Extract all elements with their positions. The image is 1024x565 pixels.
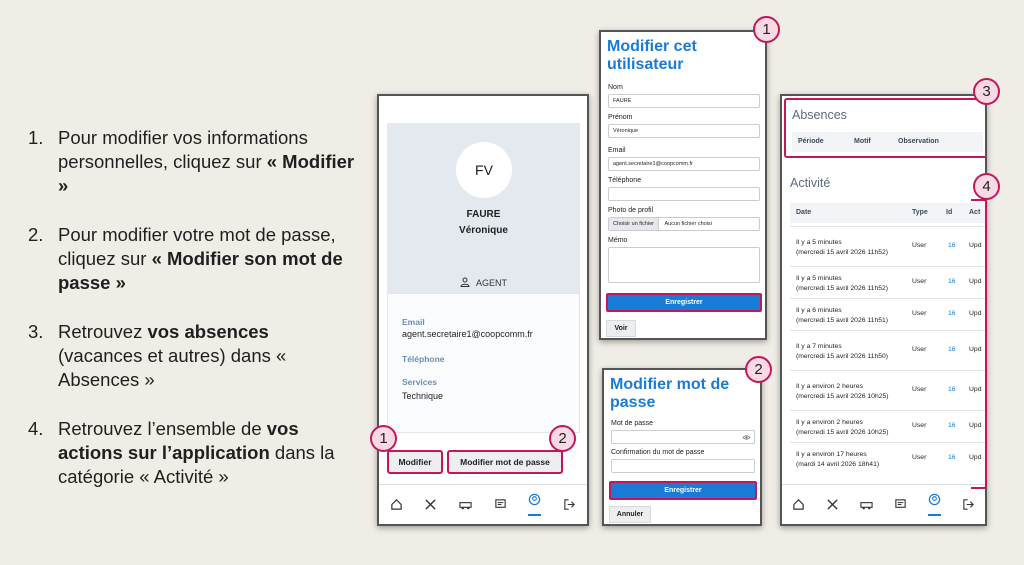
activity-table-header bbox=[790, 203, 986, 223]
activity-date: Il y a 5 minutes (mercredi 15 avril 2026 11h52) bbox=[796, 239, 889, 256]
avatar: FV bbox=[456, 142, 512, 198]
profile-first-name: Véronique bbox=[459, 225, 508, 236]
activity-action: Upd bbox=[969, 386, 982, 393]
change-password-button[interactable]: Modifier mot de passe bbox=[447, 450, 563, 474]
profile-icon[interactable] bbox=[928, 493, 941, 506]
instruction-3-text: Retrouvez vos absences (vacances et autres) dans « Absences » bbox=[58, 321, 287, 390]
confirm-label: Confirmation du mot de passe bbox=[611, 449, 705, 456]
home-icon[interactable] bbox=[390, 498, 403, 511]
phone-input[interactable] bbox=[608, 187, 760, 201]
prenom-input[interactable]: Véronique bbox=[608, 124, 760, 138]
no-file-text: Aucun fichier choisi bbox=[664, 221, 712, 227]
profile-tab[interactable] bbox=[528, 493, 541, 516]
instruction-2-text: Pour modifier votre mot de passe, cliquez sur « Modifier son mot de passe » bbox=[58, 224, 343, 293]
badge-3: 3 bbox=[973, 78, 1000, 105]
messages-icon[interactable] bbox=[894, 498, 907, 511]
profile-tab[interactable] bbox=[928, 493, 941, 516]
activity-type: User bbox=[912, 278, 927, 285]
badge-1-form: 1 bbox=[753, 16, 780, 43]
phone-label: Téléphone bbox=[402, 354, 445, 364]
profile-screen bbox=[377, 94, 589, 526]
col-type: Type bbox=[912, 209, 928, 216]
badge-4: 4 bbox=[973, 173, 1000, 200]
email-value: agent.secretaire1@coopcomm.fr bbox=[402, 329, 533, 339]
activity-id[interactable]: 16 bbox=[948, 454, 956, 461]
activity-row[interactable] bbox=[790, 266, 986, 298]
activity-action: Upd bbox=[969, 346, 982, 353]
choose-file-button[interactable]: Choisir un fichier bbox=[609, 218, 659, 230]
email-input[interactable]: agent.secretaire1@coopcomm.fr bbox=[608, 157, 760, 171]
activity-row[interactable] bbox=[790, 442, 986, 474]
activity-id[interactable]: 16 bbox=[948, 278, 956, 285]
activity-row[interactable] bbox=[790, 298, 986, 330]
activity-row[interactable] bbox=[790, 410, 986, 442]
activity-highlight bbox=[971, 199, 987, 489]
activity-action: Upd bbox=[969, 454, 982, 461]
activity-row[interactable] bbox=[790, 226, 986, 266]
activity-row[interactable] bbox=[790, 330, 986, 370]
col-observation: Observation bbox=[898, 138, 939, 145]
activity-type: User bbox=[912, 310, 927, 317]
col-act: Act bbox=[969, 209, 981, 216]
photo-file-input[interactable] bbox=[608, 217, 760, 231]
edit-profile-button[interactable]: Modifier bbox=[387, 450, 443, 474]
activity-date: Il y a 5 minutes (mercredi 15 avril 2026 11h52) bbox=[796, 275, 889, 292]
activity-date: Il y a 7 minutes (mercredi 15 avril 2026 11h50) bbox=[796, 343, 889, 360]
profile-info-card bbox=[387, 293, 580, 433]
badge-2-profile: 2 bbox=[549, 425, 576, 452]
edit-save-button[interactable]: Enregistrer bbox=[606, 293, 762, 312]
phone-field-label: Téléphone bbox=[608, 177, 642, 184]
profile-role: AGENT bbox=[387, 277, 580, 288]
password-save-button[interactable]: Enregistrer bbox=[609, 481, 757, 500]
view-button[interactable]: Voir bbox=[606, 320, 636, 337]
fleet-icon[interactable] bbox=[459, 498, 472, 511]
instruction-1-text: Pour modifier vos informations personnelles, cliquez sur « Modifier » bbox=[58, 127, 355, 196]
nom-label: Nom bbox=[608, 84, 623, 91]
activity-id[interactable]: 16 bbox=[948, 242, 956, 249]
nom-input[interactable]: FAURE bbox=[608, 94, 760, 108]
activity-action: Upd bbox=[969, 242, 982, 249]
home-icon[interactable] bbox=[792, 498, 805, 511]
activity-action: Upd bbox=[969, 422, 982, 429]
password-title-line1: Modifier mot de bbox=[610, 376, 730, 393]
activity-id[interactable]: 16 bbox=[948, 422, 956, 429]
col-id: Id bbox=[946, 209, 953, 216]
absences-section bbox=[784, 98, 987, 158]
photo-label: Photo de profil bbox=[608, 207, 654, 214]
logout-icon[interactable] bbox=[563, 498, 576, 511]
email-field-label: Email bbox=[608, 147, 626, 154]
activity-type: User bbox=[912, 386, 927, 393]
instruction-4-text: Retrouvez l’ensemble de vos actions sur l’application dans la catégorie « Activité » bbox=[58, 418, 335, 487]
memo-label: Mémo bbox=[608, 237, 628, 244]
col-motif: Motif bbox=[854, 138, 871, 145]
activity-id[interactable]: 16 bbox=[948, 310, 956, 317]
badge-2-password: 2 bbox=[745, 356, 772, 383]
badge-1-profile: 1 bbox=[370, 425, 397, 452]
tools-icon[interactable] bbox=[424, 498, 437, 511]
user-icon bbox=[460, 277, 470, 287]
logout-icon[interactable] bbox=[962, 498, 975, 511]
eye-icon[interactable] bbox=[742, 434, 751, 441]
services-label: Services bbox=[402, 377, 437, 387]
messages-icon[interactable] bbox=[494, 498, 507, 511]
instructions-list bbox=[28, 126, 358, 514]
edit-user-screen bbox=[599, 30, 767, 340]
cancel-button[interactable]: Annuler bbox=[609, 506, 651, 523]
activity-date: Il y a 6 minutes (mercredi 15 avril 2026 11h51) bbox=[796, 307, 889, 324]
activity-id[interactable]: 16 bbox=[948, 386, 956, 393]
activity-date: Il y a environ 17 heures (mardi 14 avril 2026 18h41) bbox=[796, 451, 880, 468]
activity-type: User bbox=[912, 454, 927, 461]
edit-title-line1: Modifier cet bbox=[607, 38, 697, 55]
confirm-password-input[interactable] bbox=[611, 459, 755, 473]
activity-type: User bbox=[912, 242, 927, 249]
fleet-icon[interactable] bbox=[860, 498, 873, 511]
memo-textarea[interactable] bbox=[608, 247, 760, 283]
activity-date: Il y a environ 2 heures (mercredi 15 avril 2026 10h25) bbox=[796, 419, 889, 436]
instruction-4: 4. Retrouvez l’ensemble de vos actions sur l’application dans la catégorie « Activité » bbox=[28, 417, 358, 489]
profile-icon[interactable] bbox=[528, 493, 541, 506]
password-title-line2: passe bbox=[610, 394, 656, 411]
prenom-label: Prénom bbox=[608, 114, 633, 121]
tools-icon[interactable] bbox=[826, 498, 839, 511]
activity-title: Activité bbox=[790, 176, 831, 190]
instruction-1: 1. Pour modifier vos informations personnelles, cliquez sur « Modifier » bbox=[28, 126, 358, 198]
password-label: Mot de passe bbox=[611, 420, 654, 427]
activity-action: Upd bbox=[969, 278, 982, 285]
activity-row[interactable] bbox=[790, 370, 986, 410]
absences-activity-screen bbox=[780, 94, 987, 526]
profile-header bbox=[387, 123, 580, 293]
password-screen bbox=[602, 368, 762, 526]
profile-last-name: FAURE bbox=[466, 209, 501, 220]
email-label: Email bbox=[402, 317, 425, 327]
activity-action: Upd bbox=[969, 310, 982, 317]
bottom-nav-activity bbox=[782, 484, 985, 524]
col-date: Date bbox=[796, 209, 812, 216]
activity-date: Il y a environ 2 heures (mercredi 15 avril 2026 10h25) bbox=[796, 383, 889, 400]
activity-id[interactable]: 16 bbox=[948, 346, 956, 353]
absences-title: Absences bbox=[792, 108, 847, 122]
instruction-2: 2. Pour modifier votre mot de passe, cliquez sur « Modifier son mot de passe » bbox=[28, 223, 358, 295]
password-input[interactable] bbox=[611, 430, 755, 444]
services-value: Technique bbox=[402, 391, 444, 401]
col-periode: Période bbox=[798, 138, 824, 145]
edit-title-line2: utilisateur bbox=[607, 56, 684, 73]
activity-type: User bbox=[912, 346, 927, 353]
absences-table-header bbox=[792, 132, 983, 152]
bottom-nav bbox=[379, 484, 587, 524]
instruction-3: 3. Retrouvez vos absences (vacances et autres) dans « Absences » bbox=[28, 320, 358, 392]
activity-type: User bbox=[912, 422, 927, 429]
